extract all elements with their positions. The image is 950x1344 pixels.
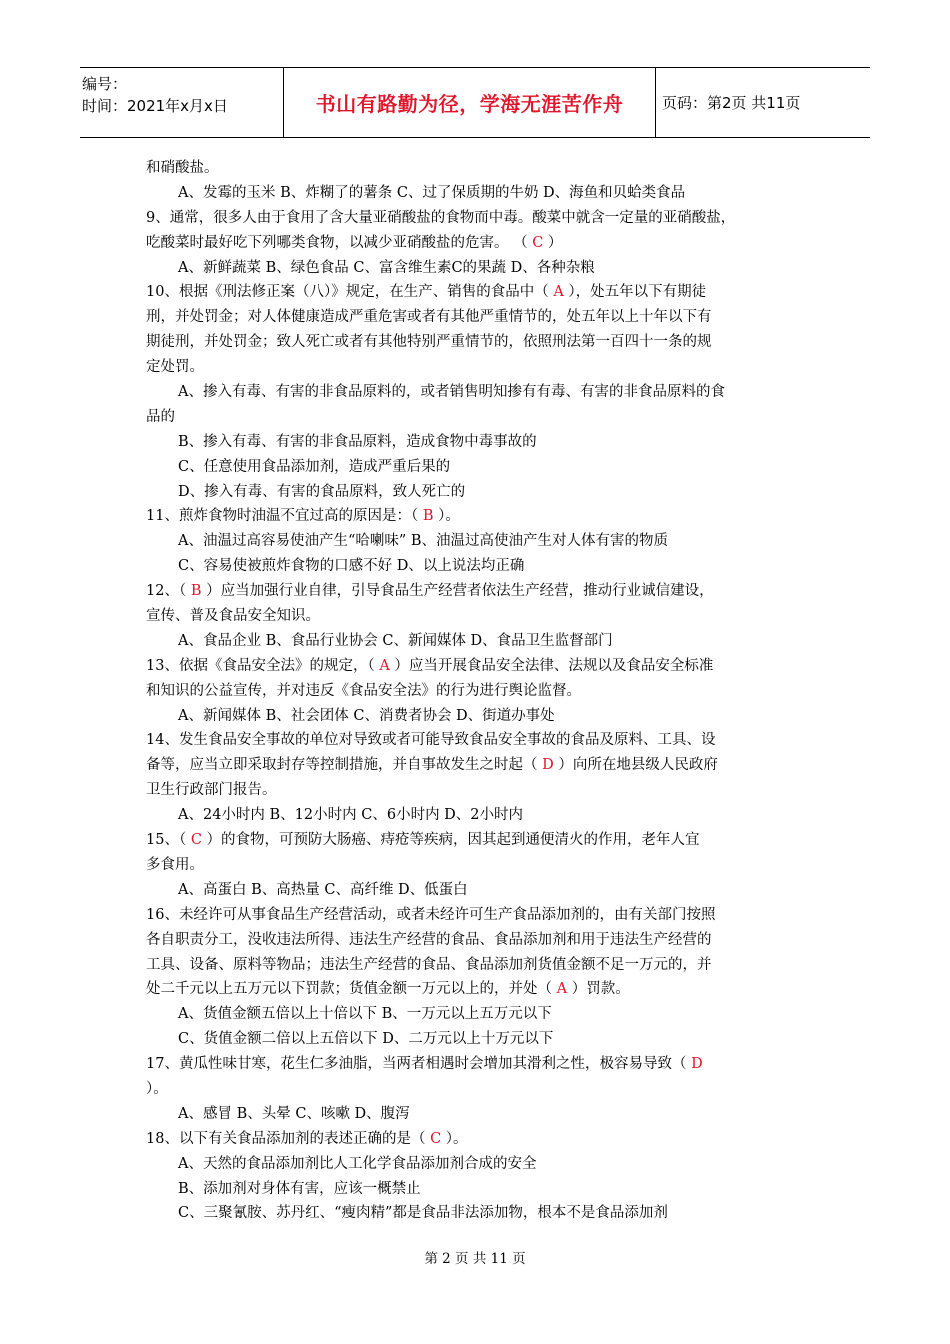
answer-mark: B [190, 583, 202, 600]
text-line [146, 1201, 816, 1226]
text-line [146, 156, 816, 181]
text-line [146, 355, 816, 380]
line-text: 10、根据《刑法修正案（八）》规定，在生产、销售的食品中（ [146, 284, 554, 301]
line-text: 多食用。 [146, 856, 204, 873]
text-line [146, 977, 816, 1002]
document-body [146, 156, 816, 1226]
text-line [146, 430, 816, 455]
text-line [146, 554, 816, 579]
text-line [146, 455, 816, 480]
line-text: 卫生行政部门报告。 [146, 782, 277, 799]
line-text: ）应当开展食品安全法律、法规以及食品安全标准 [389, 657, 714, 674]
line-text: A、发霉的玉米 B、炸糊了的薯条 C、过了保质期的牛奶 D、海鱼和贝蛤类食品 [178, 184, 686, 201]
line-text: 期徒刑，并处罚金；致人死亡或者有其他特别严重情节的，依照刑法第一百四十一条的规 [146, 334, 712, 351]
text-line [146, 704, 816, 729]
line-text: 12、（ [146, 583, 191, 600]
text-line [146, 1152, 816, 1177]
text-line [146, 953, 816, 978]
text-line [146, 828, 816, 853]
line-text: ）。 [441, 1130, 468, 1147]
answer-mark: C [190, 832, 202, 849]
text-line [146, 1102, 816, 1127]
line-text: 14、发生食品安全事故的单位对导致或者可能导致食品安全事故的食品及原料、工具、设 [146, 732, 716, 749]
text-line [146, 1127, 816, 1152]
line-text: ）向所在地县级人民政府 [553, 757, 718, 774]
line-text: ）罚款。 [567, 981, 630, 998]
text-line [146, 679, 816, 704]
text-line [146, 405, 816, 430]
document-number-label: 编号： [82, 75, 128, 93]
line-text: C、任意使用食品添加剂，造成严重后果的 [178, 458, 451, 475]
answer-mark: A [379, 657, 390, 674]
line-text: 各自职责分工，没收违法所得、违法生产经营的食品、食品添加剂和用于违法生产经营的 [146, 931, 712, 948]
answer-mark: D [542, 757, 554, 774]
text-line [146, 231, 816, 256]
text-line [146, 878, 816, 903]
line-text: B、掺入有毒、有害的非食品原料，造成食物中毒事故的 [178, 433, 537, 450]
line-text: C、容易使被煎炸食物的口感不好 D、以上说法均正确 [178, 558, 525, 575]
line-text: 9、通常，很多人由于食用了含大量亚硝酸盐的食物而中毒。酸菜中就含一定量的亚硝酸盐， [146, 209, 736, 226]
line-text: ）的食物，可预防大肠癌、痔疮等疾病，因其起到通便清火的作用，老年人宜 [201, 832, 700, 849]
line-text: 处二千元以上五万元以下罚款；货值金额一万元以上的，并处（ [146, 981, 557, 998]
line-text: 和知识的公益宣传，并对违反《食品安全法》的行为进行舆论监督。 [146, 682, 581, 699]
text-line [146, 1177, 816, 1202]
line-text: 定处罚。 [146, 359, 204, 376]
line-text: D、掺入有毒、有害的食品原料，致人死亡的 [178, 483, 466, 500]
line-text: C、三聚氰胺、苏丹红、“瘦肉精”都是食品非法添加物，根本不是食品添加剂 [178, 1205, 668, 1222]
text-line [146, 803, 816, 828]
page-header [80, 67, 870, 138]
answer-mark: A [553, 284, 564, 301]
text-line [146, 480, 816, 505]
text-line [146, 853, 816, 878]
text-line [146, 206, 816, 231]
answer-mark: D [691, 1056, 703, 1073]
text-line [146, 280, 816, 305]
line-text: 15、（ [146, 832, 191, 849]
text-line [146, 928, 816, 953]
text-line [146, 903, 816, 928]
text-line [146, 654, 816, 679]
line-text: 工具、设备、原料等物品；违法生产经营的食品、食品添加剂货值金额不足一万元的，并 [146, 956, 712, 973]
line-text: 刑，并处罚金；对人体健康造成严重危害或者有其他严重情节的，处五年以上十年以下有 [146, 309, 712, 326]
text-line [146, 529, 816, 554]
page-footer: 第 2 页 共 11 页 [424, 1251, 526, 1267]
text-line [146, 604, 816, 629]
text-line [146, 753, 816, 778]
answer-mark: C [532, 234, 544, 251]
header-page-info: 页码：第2页 共11页 [662, 94, 801, 112]
line-text: 和硝酸盐。 [146, 160, 219, 176]
line-text: A、新闻媒体 B、社会团体 C、消费者协会 D、街道办事处 [178, 707, 555, 724]
text-line [146, 305, 816, 330]
line-text: 宣传、普及食品安全知识。 [146, 608, 320, 625]
line-text: A、感冒 B、头晕 C、咳嗽 D、腹泻 [178, 1105, 410, 1122]
line-text: ）应当加强行业自律，引导食品生产经营者依法生产经营，推动行业诚信建设， [201, 583, 714, 600]
text-line [146, 380, 816, 405]
line-text: A、天然的食品添加剂比人工化学食品添加剂合成的安全 [178, 1155, 537, 1172]
text-line [146, 579, 816, 604]
text-line [146, 778, 816, 803]
line-text: 吃酸菜时最好吃下列哪类食物，以减少亚硝酸盐的危害。 （ [146, 234, 533, 251]
line-text: C、货值金额二倍以上五倍以下 D、二万元以上十万元以下 [178, 1031, 554, 1048]
line-text: A、食品企业 B、食品行业协会 C、新闻媒体 D、食品卫生监督部门 [178, 632, 613, 649]
line-text: 18、以下有关食品添加剂的表述正确的是（ [146, 1130, 431, 1147]
line-text: A、掺入有毒、有害的非食品原料的，或者销售明知掺有有毒、有害的非食品原料的食 [178, 384, 725, 401]
document-date-label: 时间：2021年x月x日 [82, 97, 228, 115]
header-meta [80, 68, 284, 137]
line-text: B、添加剂对身体有害，应该一概禁止 [178, 1180, 421, 1197]
line-text: 11、煎炸食物时油温不宜过高的原因是：（ [146, 508, 423, 525]
line-text: ），处五年以下有期徒 [563, 284, 707, 301]
line-text: A、高蛋白 B、高热量 C、高纤维 D、低蛋白 [178, 881, 468, 898]
text-line [146, 728, 816, 753]
answer-mark: A [556, 981, 568, 998]
text-line [146, 629, 816, 654]
text-line [146, 1002, 816, 1027]
text-line [146, 504, 816, 529]
line-text: 备等，应当立即采取封存等控制措施，并自事故发生之时起（ [146, 757, 543, 774]
line-text: 品的 [146, 408, 175, 425]
line-text: ）。 [146, 1080, 168, 1097]
text-line [146, 330, 816, 355]
text-line [146, 1052, 816, 1077]
answer-mark: B [422, 508, 434, 525]
line-text: 13、依据《食品安全法》的规定，（ [146, 657, 380, 674]
line-text: A、24小时内 B、12小时内 C、6小时内 D、2小时内 [178, 807, 524, 824]
line-text: ）。 [433, 508, 460, 525]
header-motto: 书山有路勤为径，学海无涯苦作舟 [284, 68, 656, 137]
line-text: 17、黄瓜性味甘寒，花生仁多油脂，当两者相遇时会增加其滑利之性，极容易导致（ [146, 1056, 692, 1073]
line-text: ） [543, 234, 563, 251]
text-line [146, 1027, 816, 1052]
answer-mark: C [430, 1130, 442, 1147]
line-text: A、新鲜蔬菜 B、绿色食品 C、富含维生素C的果蔬 D、各种杂粮 [178, 259, 595, 276]
line-text: 16、未经许可从事食品生产经营活动，或者未经许可生产食品添加剂的，由有关部门按照 [146, 906, 716, 923]
text-line [146, 181, 816, 206]
line-text: A、油温过高容易使油产生“哈喇味” B、油温过高使油产生对人体有害的物质 [178, 533, 669, 550]
line-text: A、货值金额五倍以上十倍以下 B、一万元以上五万元以下 [178, 1006, 552, 1023]
text-line [146, 1077, 816, 1102]
text-line [146, 256, 816, 281]
